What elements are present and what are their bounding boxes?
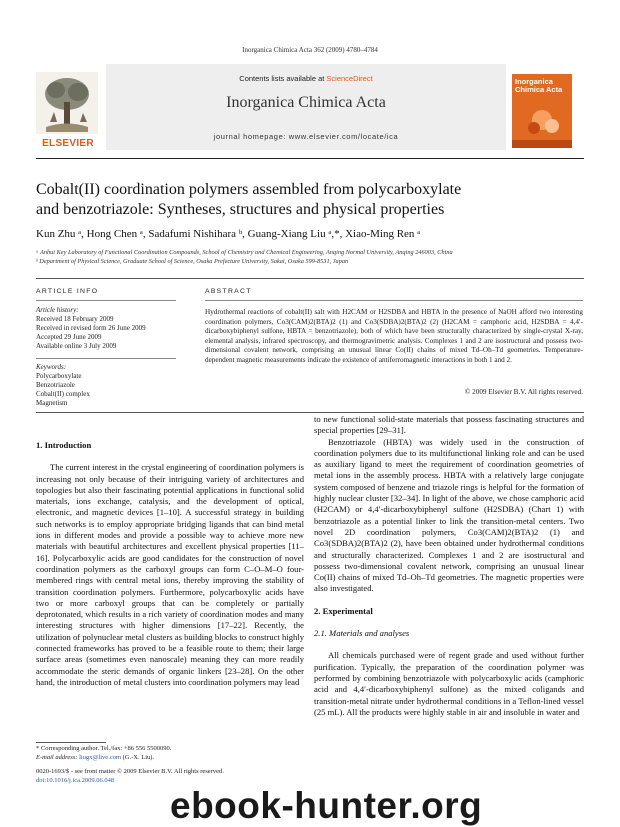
history-revised: Received in revised form 26 June 2009 (36, 324, 146, 332)
cover-title: Inorganica Chimica Acta (515, 77, 563, 94)
article-history (36, 306, 196, 351)
footnotes (36, 745, 304, 762)
history-received: Received 18 February 2009 (36, 315, 114, 323)
title-line-1: Cobalt(II) coordination polymers assembled from polycarboxylate (36, 181, 462, 198)
abstract-text: Hydrothermal reactions of cobalt(II) salt with H2CAM or H2SDBA and HBTA in the presence of NaOH afford two interesting coordination polymers, Co3(CAM)2(BTA)2 (1) and Co3(SDBA)2(BTA)2 (2) (H2CAM = camphoric acid, H2SDBA = 4,4′-dicarboxybiphenyl sulfone, HBTA = benzotriazole), both of which have been structurally characterized by single-crystal X-ray, elemental analysis, infrared spectroscopy, and thermogravimetric analysis. Complexes 1 and 2 are isostructural and possess two-dimensional covalent network, comprising an unusual linear Co(II) chains of mixed Td–Oh–Td geometries. Temperature-dependent magnetic measurements indicate the existence of antiferromagnetic interactions in both 1 and 2. (205, 308, 583, 364)
affiliation-rule (36, 278, 584, 279)
history-accepted: Accepted 29 June 2009 (36, 333, 102, 341)
journal-cover (512, 74, 572, 148)
keyword-item: Polycarboxylate (36, 372, 82, 380)
abstract-end-rule (36, 412, 584, 413)
corresponding-author: * Corresponding author. Tel./fax: +86 556 5500090. (36, 745, 172, 752)
keyword-item: Magnetism (36, 399, 68, 407)
article-info-heading: ARTICLE INFO (36, 288, 99, 295)
materials-heading: 2.1. Materials and analyses (314, 628, 410, 639)
article-title (36, 180, 596, 220)
watermark-text: ebook-hunter.org (170, 785, 483, 826)
tree-icon (36, 72, 98, 134)
intro-paragraph-cont: to new functional solid-state materials that possess fascinating structures and special properties [29–31]. (314, 414, 584, 436)
hbta-paragraph: Benzotriazole (HBTA) was widely used in the construction of coordination polymers due to its multifunctional linking role and can be used as auxiliary ligand to meet the requirement of coordination geometries of metal ions in the assembly process. HBTA with a relatively large conjugate system composed of benzene and triazole rings is helpful for the formation of highly nuclear cluster [32–34]. In light of the above, we chose camphoric acid (H2CAM) or 4,4′-dicarboxybiphenyl sulfone (H2SDBA) (Chart 1) with benzotriazole as a potential linker to link the transition-metal centers. Two novel 2D coordination polymers, Co3(CAM)2(BTA)2 (1) and Co3(SDBA)2(BTA)2 (2), have been obtained under hydrothermal conditions and structurally characterized. Complexes 1 and 2 are isostructural and possess two-dimensional covalent network, comprising an unusual linear Co(II) chains of mixed Td–Oh–Td geometries. The magnetic properties were also investigated. (314, 436, 584, 594)
materials-paragraph: All chemicals purchased were of regent grade and used without further purification. Typically, the preparation of the coordination polymer was performed by combining benzotriazole with polycarboxylic acids (camphoric acid and 4,4′-dicarboxybiphenyl sulfone) as the mixed coligands and transition-metal nitrate under hydrothermal conditions in a Teflon-lined vessel (25 mL). All the products were highly stable in air and insoluble in water and (314, 650, 584, 717)
header-rule (36, 158, 584, 159)
journal-homepage[interactable]: journal homepage: www.elsevier.com/locate/ica (213, 132, 399, 141)
right-column (314, 414, 584, 762)
history-label: Article history: (36, 306, 79, 314)
email-line (36, 754, 304, 763)
info-rule (36, 300, 176, 301)
sciencedirect-link[interactable]: ScienceDirect (326, 74, 373, 83)
affiliation-b: ᵇ Department of Physical Science, Graduate School of Science, Osaka Prefecture University, Sakai, Osaka 599-8531, Japan (36, 258, 349, 265)
issn-block (36, 768, 304, 785)
experimental-heading: 2. Experimental (314, 605, 373, 616)
abstract-heading: ABSTRACT (205, 288, 252, 295)
email-link[interactable]: liugx@live.com (79, 753, 122, 761)
cover-art-icon (512, 74, 572, 148)
journal-header (36, 64, 584, 152)
affiliation-a: ᵃ Anhui Key Laboratory of Functional Coordination Compounds, School of Chemistry and Chemical Engineering, Anqing Normal University, Anqing 246003, China (36, 249, 453, 256)
footnote-rule (36, 742, 106, 743)
keyword-item: Benzotriazole (36, 381, 75, 389)
keyword-item: Cobalt(II) complex (36, 390, 90, 398)
author-list: Kun Zhu ᵃ, Hong Chen ᵃ, Sadafumi Nishihara ᵇ, Guang-Xiang Liu ᵃ,*, Xiao-Ming Ren ᵃ (36, 228, 421, 240)
left-column (36, 440, 304, 738)
title-line-2: and benzotriazole: Syntheses, structures and physical properties (36, 201, 445, 218)
abstract-copyright: © 2009 Elsevier B.V. All rights reserved. (464, 388, 583, 396)
journal-title: Inorganica Chimica Acta (226, 94, 386, 111)
journal-citation: Inorganica Chimica Acta 362 (2009) 4780–4784 (242, 46, 378, 54)
email-suffix: (G.-X. Liu). (121, 753, 155, 761)
history-online: Available online 3 July 2009 (36, 342, 117, 350)
journal-banner (106, 64, 506, 150)
intro-paragraph: The current interest in the crystal engineering of coordination polymers is increasing not only because of their intriguing variety of architectures and topologies but also their fascinating potential applications in functional solid materials, ions exchange, catalysis, and the development of optical, electronic, and magnetic devices [1–10]. A successful strategy in building such networks is to employ appropriate bridging ligands that can bind metal ions in different modes and provide a possible way to achieve more new materials with beautiful architectures and excellent physical properties [11–16]. Polycarboxylic acids are good candidates for the construction of novel coordination polymers as the carboxyl groups can form C–O–M–O four-membered rings with central metal ions, thereby improving the stability of transition coordination polymers. Furthermore, polycarboxylic acids have two or more carboxyl groups that can be completely or partially deprotonated, which results in a rich variety of coordination modes and many interesting structures with higher dimensions [17–22]. Recently, the utilization of polynuclear metal clusters as building blocks to construct highly connected frameworks has proved to be a feasible route to them; their large surface areas (sometimes even nanoscale) meaning they can more readily accommodate the steric demands of organic linkers [23–28]. On the other hand, the introduction of metal clusters into coordination polymers may lead (36, 462, 304, 687)
email-label: E-mail address: (36, 753, 80, 761)
keywords-rule (36, 358, 176, 359)
elsevier-tree-logo (36, 72, 98, 149)
contents-line (106, 74, 506, 83)
abstract-rule (205, 300, 583, 301)
issn-line: 0020-1693/$ - see front matter © 2009 Elsevier B.V. All rights reserved. (36, 768, 224, 775)
contents-prefix: Contents lists available at (239, 74, 327, 83)
publisher-name: ELSEVIER (42, 138, 94, 149)
keywords (36, 363, 196, 408)
intro-heading: 1. Introduction (36, 440, 92, 450)
keywords-label: Keywords: (36, 363, 67, 371)
doi-link[interactable]: doi:10.1016/j.ica.2009.06.048 (36, 776, 115, 784)
